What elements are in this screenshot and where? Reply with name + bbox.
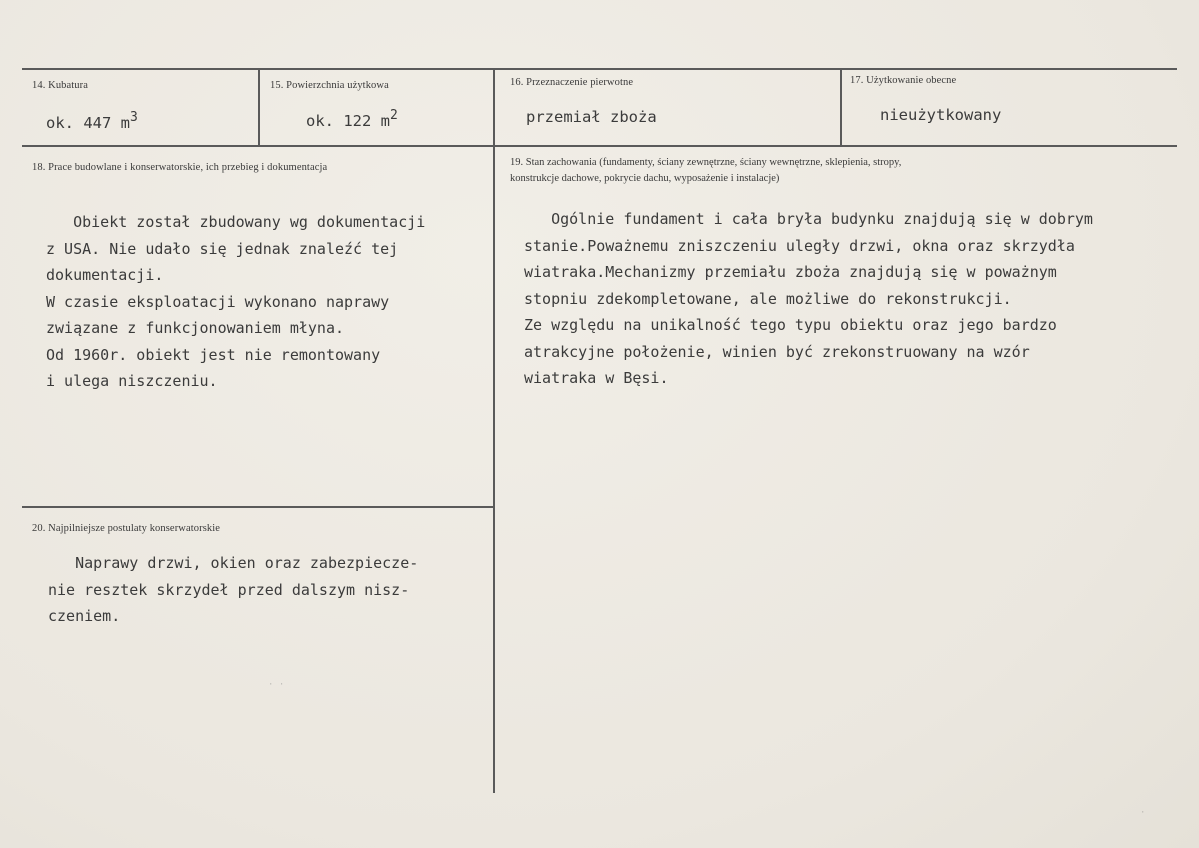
postulaty-text: Naprawy drzwi, okien oraz zabezpiecze- nie resztek skrzydeł przed dalszym nisz- czeniem.	[48, 554, 419, 625]
kubatura-exponent: 3	[130, 110, 138, 125]
stan-label	[510, 155, 901, 187]
powierzchnia-label: 15. Powierzchnia użytkowa	[270, 80, 389, 91]
uzytkowanie-value: nieużytkowany	[880, 106, 1002, 124]
powierzchnia-exponent: 2	[390, 108, 398, 123]
stan-label-line1: 19. Stan zachowania (fundamenty, ściany zewnętrzne, ściany wewnętrzne, sklepienia, stropy,	[510, 157, 902, 168]
top-rule	[22, 68, 1177, 70]
kubatura-label: 14. Kubatura	[32, 80, 89, 91]
paper-speck: · ·	[268, 680, 285, 690]
paper-speck: ·	[1140, 808, 1146, 818]
stan-label-line2: konstrukcje dachowe, pokrycie dachu, wyposażenie i instalacje)	[510, 173, 780, 184]
przeznaczenie-value: przemiał zboża	[526, 108, 657, 126]
stan-text: Ogólnie fundament i cała bryła budynku znajdują się w dobrym stanie.Poważnemu zniszczeniu uległy drzwi, okna oraz skrzydła wiatraka.Mechanizmy przemiału zboża znajdują się w poważnym stopniu zdekompletowane, ale możliwe do rekonstrukcji. Ze względu na unikalność tego typu obiektu oraz jego bardzo atrakcyjne położenie, winien być zrekonstruowany na wzór wiatraka w Bęsi.	[524, 210, 1093, 387]
kubatura-value: ok. 447 $m^3$	[46, 110, 138, 132]
prace-text: Obiekt został zbudowany wg dokumentacji z USA. Nie udało się jednak znaleźć tej dokumentacji. W czasie eksploatacji wykonano naprawy związane z funkcjonowaniem młyna. Od 1960r. obiekt jest nie remontowany i ulega niszczeniu.	[46, 213, 426, 390]
postulaty-label: 20. Najpilniejsze postulaty konserwatorskie	[32, 523, 221, 534]
prace-label: 18. Prace budowlane i konserwatorskie, ich przebieg i dokumentacja	[32, 162, 328, 173]
row1-bottom-rule	[22, 145, 1177, 147]
col-divider-1	[258, 69, 260, 146]
przeznaczenie-label: 16. Przeznaczenie pierwotne	[510, 77, 634, 88]
powierzchnia-value: ok. 122 $m^2$	[306, 108, 398, 130]
uzytkowanie-label: 17. Użytkowanie obecne	[850, 75, 957, 86]
col-divider-3	[840, 69, 842, 146]
col-divider-2	[493, 69, 495, 793]
section20-top-rule	[22, 506, 494, 508]
